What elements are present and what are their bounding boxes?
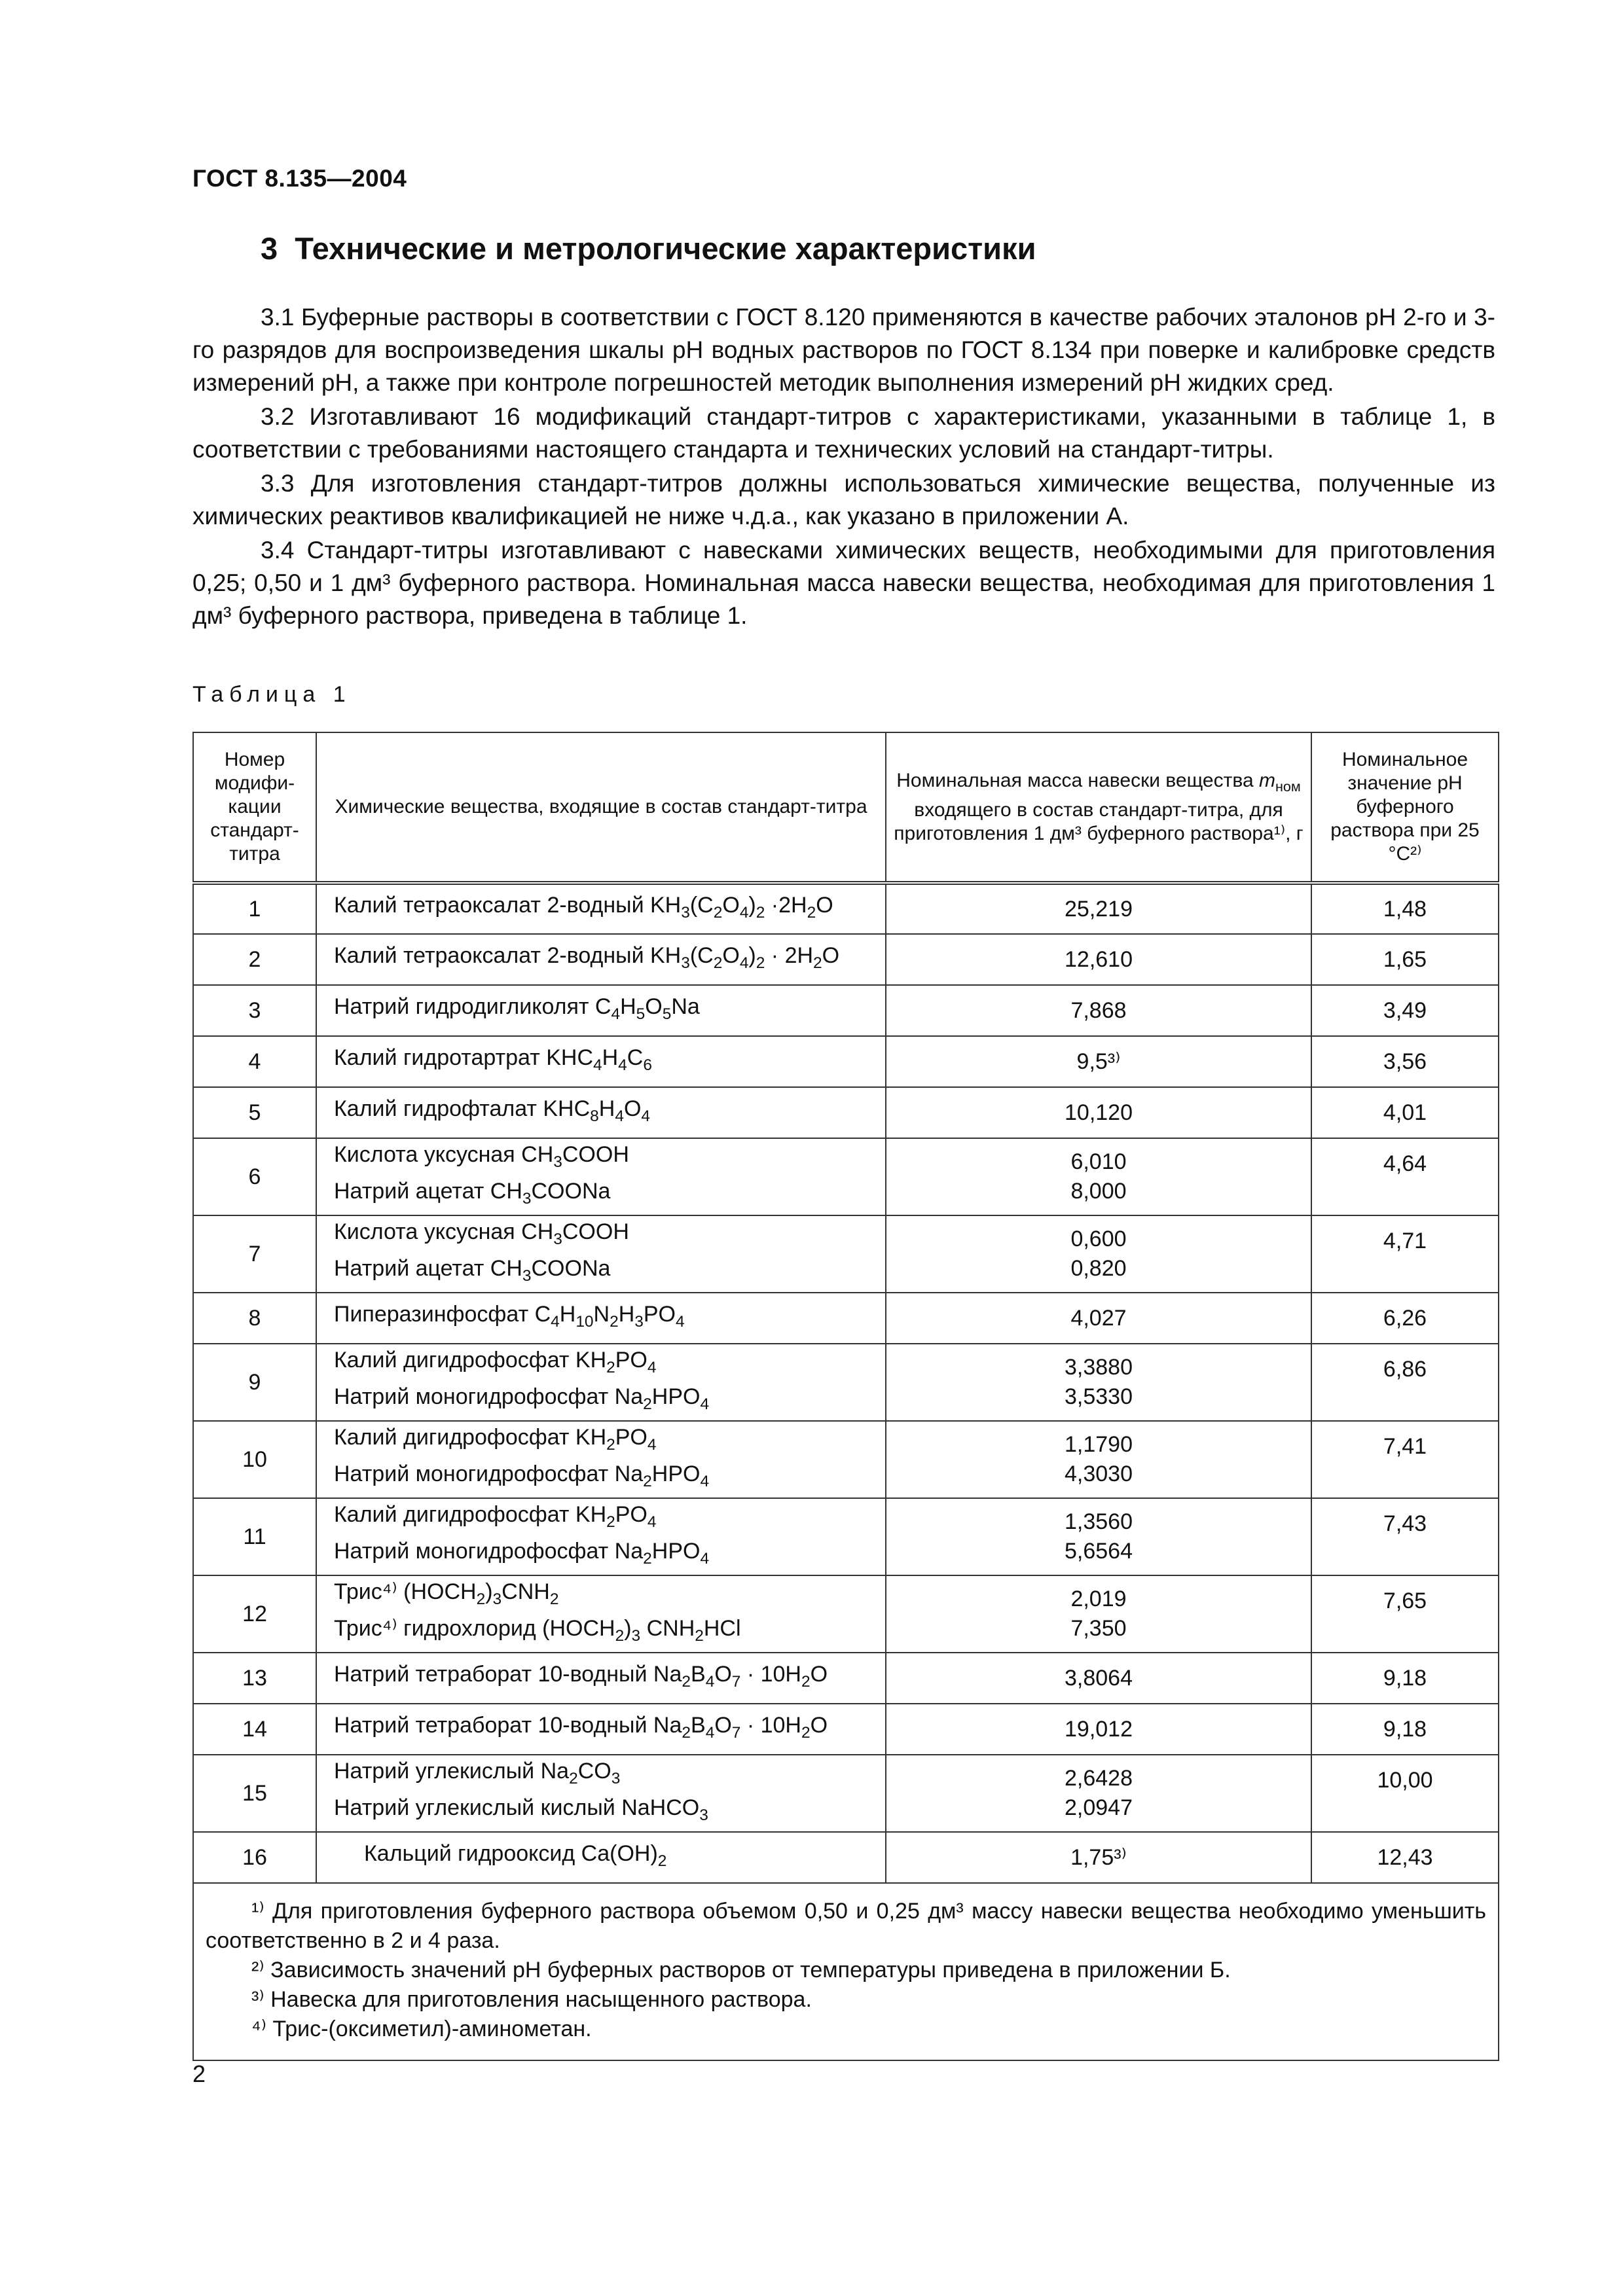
mass-line: 4,3030 bbox=[1065, 1462, 1133, 1486]
table-notes-row bbox=[193, 1883, 1499, 2060]
paragraph: 3.1 Буферные растворы в соответствии с ГОСТ 8.120 применяются в качестве рабочих эталонов pH 2-го и 3-го разрядов для воспроизведения шкалы pH водных растворов по ГОСТ 8.134 при поверке и калибровке средств измерений pH, а также при контроле погрешностей методик выполнения измерений pH жидких сред. bbox=[192, 304, 1495, 396]
cell-mass bbox=[886, 1138, 1311, 1215]
cell-ph: 12,43 bbox=[1311, 1832, 1499, 1883]
cell-substance bbox=[316, 1575, 886, 1653]
substance-line: Трис⁴⁾ $(HOCH_2)_3CNH_2$ bbox=[334, 1579, 559, 1608]
substance-line: Натрий ацетат $CH_3COONa$ bbox=[334, 1179, 611, 1208]
cell-number: 4 bbox=[193, 1036, 316, 1087]
mass-line: 2,6428 bbox=[1065, 1766, 1133, 1791]
cell-number: 15 bbox=[193, 1755, 316, 1832]
mass-line: 6,010 bbox=[1070, 1149, 1127, 1174]
cell-number: 3 bbox=[193, 985, 316, 1036]
page-number: 2 bbox=[192, 2060, 206, 2087]
substance-line: Натрий моногидрофосфат $Na_2HPO_4$ bbox=[334, 1384, 710, 1413]
cell-ph: 4,01 bbox=[1311, 1087, 1499, 1138]
cell-number: 2 bbox=[193, 934, 316, 985]
cell-ph: 4,71 bbox=[1311, 1215, 1499, 1293]
cell-number: 10 bbox=[193, 1421, 316, 1498]
table-row bbox=[193, 1036, 1499, 1087]
table-row bbox=[193, 1215, 1499, 1293]
paragraph: 3.4 Стандарт-титры изготавливают с навесками химических веществ, необходимыми для приготовления 0,25; 0,50 и 1 дм³ буферного раствора. Номинальная масса навески вещества, необходимая для приготовления 1 дм³ буферного раствора, приведена в таблице 1. bbox=[192, 537, 1495, 629]
substance-line: Кислота уксусная $CH_3COOH$ bbox=[334, 1142, 629, 1171]
substance-line: Натрий моногидрофосфат $Na_2HPO_4$ bbox=[334, 1539, 710, 1568]
cell-substance: Калий гидротартрат $KHC_4H_4C_6$ bbox=[316, 1036, 886, 1087]
cell-substance: Калий гидрофталат $KHC_8H_4O_4$ bbox=[316, 1087, 886, 1138]
cell-substance: Натрий тетраборат 10-водный $Na_2B_4O_7 \cdot 10H_2O$ bbox=[316, 1653, 886, 1704]
mass-line: 3,3880 bbox=[1065, 1355, 1133, 1380]
cell-ph: 9,18 bbox=[1311, 1704, 1499, 1755]
cell-number: 11 bbox=[193, 1498, 316, 1575]
cell-ph: 3,56 bbox=[1311, 1036, 1499, 1087]
cell-number: 6 bbox=[193, 1138, 316, 1215]
cell-mass bbox=[886, 1421, 1311, 1498]
cell-mass: 4,027 bbox=[886, 1293, 1311, 1344]
mass-line: 0,820 bbox=[1070, 1256, 1127, 1281]
cell-ph: 7,65 bbox=[1311, 1575, 1499, 1653]
cell-substance: Пиперазинфосфат $C_4H_{10}N_2H_3PO_4$ bbox=[316, 1293, 886, 1344]
table-row bbox=[193, 1421, 1499, 1498]
cell-substance bbox=[316, 1755, 886, 1832]
cell-number: 8 bbox=[193, 1293, 316, 1344]
header-substances: Химические вещества, входящие в состав стандарт-титра bbox=[316, 732, 886, 883]
cell-substance bbox=[316, 1138, 886, 1215]
substance-line: Калий дигидрофосфат $KH_2PO_4$ bbox=[334, 1348, 657, 1376]
table-row bbox=[193, 1755, 1499, 1832]
mass-line: 1,1790 bbox=[1065, 1432, 1133, 1457]
table-notes bbox=[193, 1883, 1499, 2060]
cell-number: 16 bbox=[193, 1832, 316, 1883]
cell-mass bbox=[886, 1575, 1311, 1653]
substance-line: Калий дигидрофосфат $KH_2PO_4$ bbox=[334, 1502, 657, 1531]
cell-substance bbox=[316, 1344, 886, 1421]
document-code: ГОСТ 8.135—2004 bbox=[192, 165, 407, 192]
cell-ph: 7,43 bbox=[1311, 1498, 1499, 1575]
cell-number: 13 bbox=[193, 1653, 316, 1704]
mass-line: 0,600 bbox=[1070, 1227, 1127, 1251]
cell-mass: 3,8064 bbox=[886, 1653, 1311, 1704]
cell-ph: 3,49 bbox=[1311, 985, 1499, 1036]
cell-ph: 4,64 bbox=[1311, 1138, 1499, 1215]
cell-ph: 9,18 bbox=[1311, 1653, 1499, 1704]
table-row bbox=[193, 1138, 1499, 1215]
cell-substance bbox=[316, 1498, 886, 1575]
section-title bbox=[261, 230, 1036, 266]
cell-ph: 10,00 bbox=[1311, 1755, 1499, 1832]
cell-ph: 1,65 bbox=[1311, 934, 1499, 985]
substance-line: Натрий углекислый кислый NaHCO$_3$ bbox=[334, 1795, 708, 1824]
section-body bbox=[192, 301, 1495, 634]
table-row bbox=[193, 1293, 1499, 1344]
header-modification-number: Номер модифи-кации стандарт-титра bbox=[193, 732, 316, 883]
footnote-2: ²⁾ Зависимость значений pH буферных растворов от температуры приведена в приложении Б. bbox=[251, 1958, 1231, 1982]
table-row bbox=[193, 1704, 1499, 1755]
cell-number: 5 bbox=[193, 1087, 316, 1138]
cell-mass bbox=[886, 1498, 1311, 1575]
table-row bbox=[193, 1575, 1499, 1653]
section-heading: Технические и метрологические характеристики bbox=[295, 231, 1036, 266]
table-row bbox=[193, 1653, 1499, 1704]
cell-mass: 9,5³⁾ bbox=[886, 1036, 1311, 1087]
cell-mass: 12,610 bbox=[886, 934, 1311, 985]
table-row bbox=[193, 1498, 1499, 1575]
cell-substance bbox=[316, 1215, 886, 1293]
cell-substance: Кальций гидрооксид $Ca(OH)_2$ bbox=[316, 1832, 886, 1883]
cell-substance: Натрий тетраборат 10-водный $Na_2B_4O_7 \cdot 10H_2O$ bbox=[316, 1704, 886, 1755]
cell-ph: 6,86 bbox=[1311, 1344, 1499, 1421]
table-row bbox=[193, 934, 1499, 985]
substances-table bbox=[192, 732, 1499, 2061]
substance-line: Трис⁴⁾ гидрохлорид $(HOCH_2)_3$ $CNH_2HCl$ bbox=[334, 1616, 741, 1645]
footnote-4: ⁴⁾ Трис-(оксиметил)-аминометан. bbox=[251, 2017, 592, 2041]
header-nominal-mass: Номинальная масса навески вещества $m_{ном}$ входящего в состав стандарт-титра, для приготовления 1 дм³ буферного раствора¹⁾, г bbox=[886, 732, 1311, 883]
cell-ph: 6,26 bbox=[1311, 1293, 1499, 1344]
cell-substance: Калий тетраоксалат 2-водный $KH_3(C_2O_4)_2 \cdot 2H_2O$ bbox=[316, 934, 886, 985]
table-row bbox=[193, 1344, 1499, 1421]
cell-number: 14 bbox=[193, 1704, 316, 1755]
paragraph: 3.3 Для изготовления стандарт-титров должны использоваться химические вещества, полученные из химических реактивов квалификацией не ниже ч.д.а., как указано в приложении А. bbox=[192, 470, 1495, 529]
cell-number: 12 bbox=[193, 1575, 316, 1653]
cell-mass: 25,219 bbox=[886, 883, 1311, 934]
substance-line: Натрий углекислый $Na_2CO_3$ bbox=[334, 1759, 621, 1787]
substance-line: Калий дигидрофосфат $KH_2PO_4$ bbox=[334, 1425, 657, 1454]
section-number: 3 bbox=[261, 231, 278, 266]
cell-number: 7 bbox=[193, 1215, 316, 1293]
substance-line: Натрий моногидрофосфат $Na_2HPO_4$ bbox=[334, 1462, 710, 1490]
cell-mass bbox=[886, 1755, 1311, 1832]
cell-ph: 7,41 bbox=[1311, 1421, 1499, 1498]
paragraph: 3.2 Изготавливают 16 модификаций стандарт-титров с характеристиками, указанными в таблице 1, в соответствии с требованиями настоящего стандарта и технических условий на стандарт-титры. bbox=[192, 403, 1495, 463]
header-nominal-ph: Номинальное значение pH буферного раствора при 25 °C²⁾ bbox=[1311, 732, 1499, 883]
table-row bbox=[193, 1087, 1499, 1138]
table-caption: Таблица 1 bbox=[192, 682, 352, 707]
cell-mass: 1,75³⁾ bbox=[886, 1832, 1311, 1883]
substance-line: Кислота уксусная $CH_3COOH$ bbox=[334, 1219, 629, 1248]
cell-mass bbox=[886, 1344, 1311, 1421]
cell-mass: 7,868 bbox=[886, 985, 1311, 1036]
cell-number: 1 bbox=[193, 883, 316, 934]
cell-substance: Натрий гидродигликолят $C_4H_5O_5Na$ bbox=[316, 985, 886, 1036]
table-row bbox=[193, 1832, 1499, 1883]
cell-ph: 1,48 bbox=[1311, 883, 1499, 934]
footnote-1: ¹⁾ Для приготовления буферного раствора объемом 0,50 и 0,25 дм³ массу навески вещества необходимо уменьшить соответственно в 2 и 4 раза. bbox=[206, 1899, 1486, 1953]
substance-line: Натрий ацетат $CH_3COONa$ bbox=[334, 1256, 611, 1285]
mass-line: 5,6564 bbox=[1065, 1539, 1133, 1564]
cell-number: 9 bbox=[193, 1344, 316, 1421]
mass-line: 8,000 bbox=[1070, 1179, 1127, 1204]
cell-substance: Калий тетраоксалат 2-водный $KH_3(C_2O_4)_2 \cdot 2H_2O$ bbox=[316, 883, 886, 934]
mass-line: 1,3560 bbox=[1065, 1509, 1133, 1534]
mass-line: 3,5330 bbox=[1065, 1384, 1133, 1409]
cell-substance bbox=[316, 1421, 886, 1498]
mass-line: 7,350 bbox=[1070, 1616, 1127, 1641]
table-row bbox=[193, 985, 1499, 1036]
cell-mass: 19,012 bbox=[886, 1704, 1311, 1755]
cell-mass: 10,120 bbox=[886, 1087, 1311, 1138]
cell-mass bbox=[886, 1215, 1311, 1293]
mass-line: 2,019 bbox=[1070, 1587, 1127, 1611]
table-row bbox=[193, 883, 1499, 934]
footnote-3: ³⁾ Навеска для приготовления насыщенного раствора. bbox=[251, 1987, 812, 2012]
mass-line: 2,0947 bbox=[1065, 1795, 1133, 1820]
